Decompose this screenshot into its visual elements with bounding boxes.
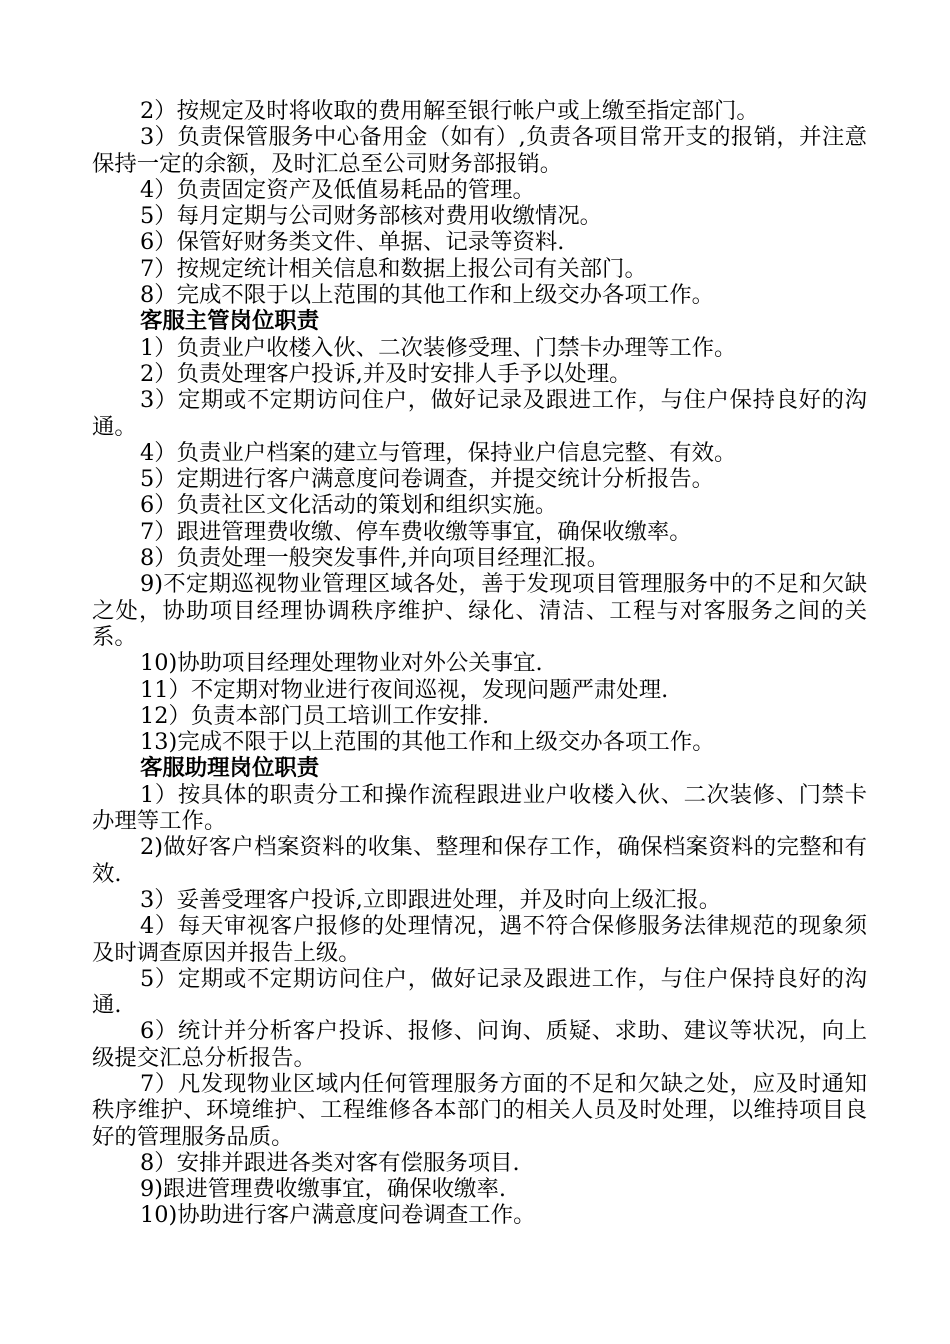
list-item: 10)协助项目经理处理物业对外公关事宜. [140, 650, 543, 677]
list-item: 4）负责业户档案的建立与管理，保持业户信息完整、有效。 [140, 439, 737, 466]
list-item: 8）完成不限于以上范围的其他工作和上级交办各项工作。 [140, 282, 715, 309]
list-item: 7）凡发现物业区域内任何管理服务方面的不足和欠缺之处，应及时通知秩序维护、环境维护、工程维修各本部门的相关人员及时处理，以维持项目良好的管理服务品质。 [92, 1070, 867, 1150]
list-item: 12）负责本部门员工培训工作安排. [140, 702, 490, 729]
list-item: 1）负责业户收楼入伙、二次装修受理、门禁卡办理等工作。 [140, 334, 737, 361]
section-heading-customer-service-supervisor: 客服主管岗位职责 [140, 308, 320, 335]
list-item: 5）每月定期与公司财务部核对费用收缴情况。 [140, 203, 603, 230]
list-item: 6）负责社区文化活动的策划和组织实施。 [140, 492, 558, 519]
list-item: 3）定期或不定期访问住户，做好记录及跟进工作，与住户保持良好的沟通。 [92, 387, 867, 440]
list-item: 10)协助进行客户满意度问卷调查工作。 [140, 1202, 536, 1229]
list-item: 2)做好客户档案资料的收集、整理和保存工作，确保档案资料的完整和有效. [92, 834, 867, 887]
list-item: 9)不定期巡视物业管理区域各处，善于发现项目管理服务中的不足和欠缺之处，协助项目经理协调秩序维护、绿化、清洁、工程与对客服务之间的关系。 [92, 571, 867, 650]
list-item: 6）保管好财务类文件、单据、记录等资料. [140, 229, 565, 256]
list-item: 11）不定期对物业进行夜间巡视，发现问题严肃处理. [140, 676, 669, 703]
list-item: 3）妥善受理客户投诉,立即跟进处理，并及时向上级汇报。 [140, 886, 722, 913]
list-item: 9)跟进管理费收缴事宜，确保收缴率. [140, 1176, 506, 1203]
document-body [92, 98, 867, 1229]
section-heading-customer-service-assistant: 客服助理岗位职责 [140, 755, 320, 782]
list-item: 5）定期或不定期访问住户，做好记录及跟进工作，与住户保持良好的沟通. [92, 965, 867, 1019]
list-item: 5）定期进行客户满意度问卷调查，并提交统计分析报告。 [140, 466, 715, 493]
list-item: 8）安排并跟进各类对客有偿服务项目. [140, 1149, 520, 1176]
list-item: 2）负责处理客户投诉,并及时安排人手予以处理。 [140, 360, 632, 387]
list-item: 4）负责固定资产及低值易耗品的管理。 [140, 176, 535, 203]
list-item: 1）按具体的职责分工和操作流程跟进业户收楼入伙、二次装修、门禁卡办理等工作。 [92, 781, 867, 835]
list-item: 7）跟进管理费收缴、停车费收缴等事宜，确保收缴率。 [140, 518, 692, 545]
list-item: 7）按规定统计相关信息和数据上报公司有关部门。 [140, 255, 647, 282]
list-item: 4）每天审视客户报修的处理情况，遇不符合保修服务法律规范的现象须及时调查原因并报告上级。 [92, 913, 867, 966]
list-item: 13)完成不限于以上范围的其他工作和上级交办各项工作。 [140, 729, 715, 756]
list-item: 2）按规定及时将收取的费用解至银行帐户或上缴至指定部门。 [140, 98, 759, 124]
list-item: 8）负责处理一般突发事件,并向项目经理汇报。 [140, 545, 610, 572]
list-item: 3）负责保管服务中心备用金（如有）,负责各项目常开支的报销，并注意保持一定的余额，及时汇总至公司财务部报销。 [92, 124, 867, 177]
list-item: 6）统计并分析客户投诉、报修、问询、质疑、求助、建议等状况，向上级提交汇总分析报告。 [92, 1018, 867, 1071]
